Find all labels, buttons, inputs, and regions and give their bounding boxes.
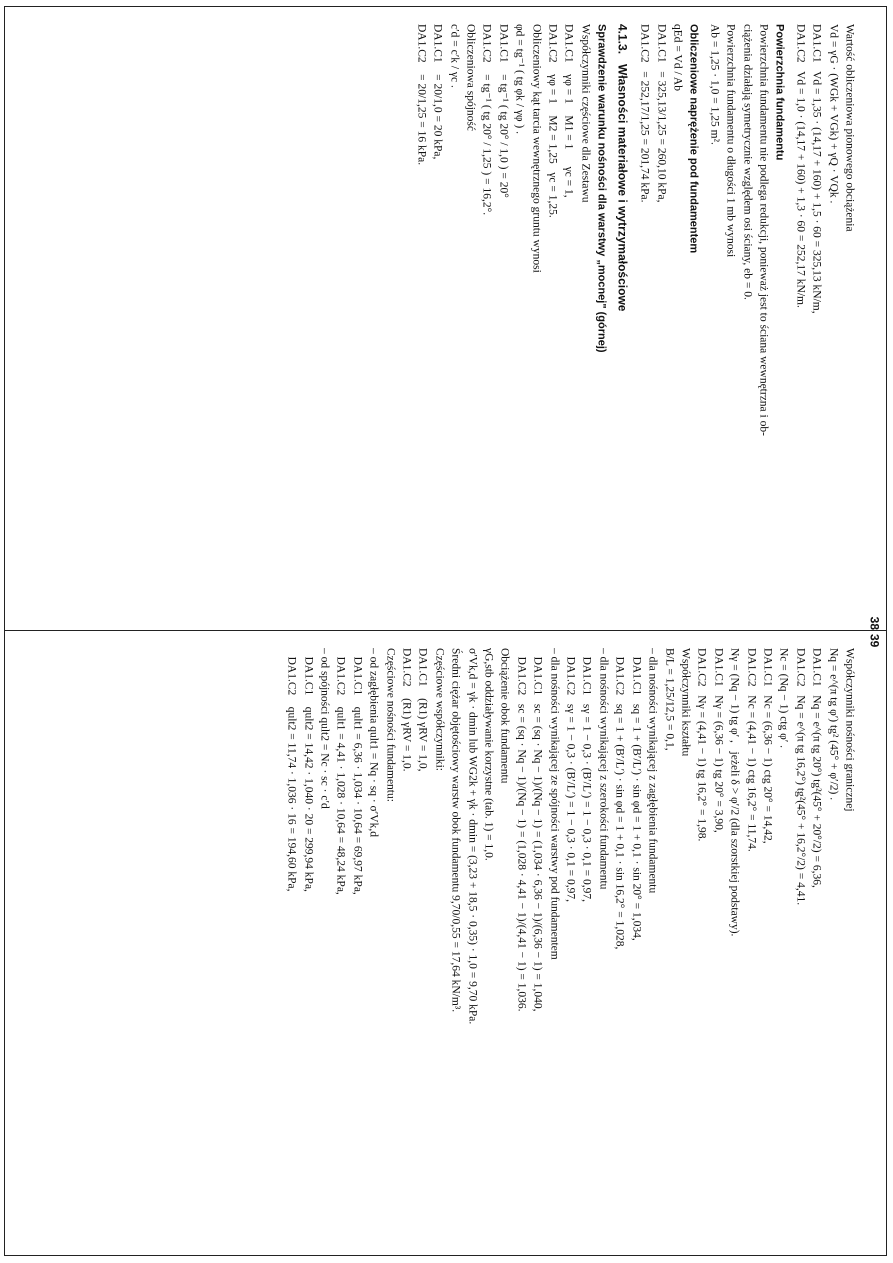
text-line: Częściowe współczynniki:	[433, 648, 446, 771]
formula-line: DA1.C2 Nq = e^(π tg 16,2°) tg²(45° + 16,2°/2) = 4,41.	[794, 648, 807, 906]
formula-line: DA1.C2 qult2 = 11,74 · 1,036 · 16 = 194,60 kPa,	[285, 648, 298, 892]
formula-line: DA1.C2 (R1) γRV = 1,0.	[400, 648, 413, 772]
section-heading: Powierzchnia fundamentu	[773, 24, 786, 161]
page-content	[283, 648, 857, 1240]
page-38	[5, 10, 888, 630]
formula-line: Nc = (Nq − 1) ctg φ′ .	[777, 648, 790, 749]
page-number: 39	[867, 634, 882, 648]
formula-line: c′d = c′k / γc .	[448, 24, 461, 88]
formula-line: DA1.C1 qult2 = 14,42 · 1,040 · 20 = 299,94 kPa,	[302, 648, 315, 892]
text-line: Częściowe nośności fundamentu:	[384, 648, 397, 802]
formula-line: DA1.C1 Nγ = (6,36 − 1) tg 20° = 3,90,	[712, 648, 725, 833]
formula-line: DA1.C2 Vd = 1,0 · (14,17 + 160) + 1,3 · 60 = 252,17 kN/m.	[794, 24, 807, 308]
formula-line: B/L = 1,25/12,5 = 0,1,	[663, 648, 676, 751]
formula-line: DA1.C1 = 325,13/1,25 = 260,10 kPa,	[655, 24, 668, 203]
text-line: – dla nośności wynikającej ze spójności warstwy pod fundamentem	[548, 648, 561, 960]
page-39	[5, 634, 888, 1254]
formula-line: Nq = e^(π tg φ′) tg² (45° + φ′/2) .	[827, 648, 840, 801]
formula-line: – od spójności qult2 = Nc · sc · c′d	[318, 648, 331, 809]
formula-line: Nγ = (Nq − 1) tg φ′ , jeżeli δ > φ′/2 (dla szorstkiej podstawy).	[728, 648, 741, 937]
formula-line: DA1.C2 = 20/1,25 = 16 kPa.	[415, 24, 428, 166]
formula-line: DA1.C2 γφ = 1 M2 = 1,25 γc = 1,25.	[546, 24, 559, 218]
formula-line: DA1.C2 Nγ = (4,41 − 1) tg 16,2° = 1,98.	[695, 648, 708, 842]
formula-line: DA1.C1 = tg⁻¹ ( tg 20° / 1,0 ) = 20°	[497, 24, 510, 198]
section-heading: Obliczeniowe naprężenie pod fundamentem	[687, 24, 700, 254]
formula-line: DA1.C1 sγ = 1 − 0,3 · (B′/L′) = 1 − 0,3 · 0,1 = 0,97,	[581, 648, 593, 903]
text-line: Wartość obliczeniowa pionowego obciążenia	[843, 24, 856, 232]
formula-line: DA1.C1 sc = (sq · Nq − 1)/(Nq − 1) = (1,034 · 6,36 − 1)/(6,36 − 1) = 1,040,	[531, 648, 544, 1012]
formula-line: DA1.C1 = 20/1,0 = 20 kPa,	[431, 24, 444, 160]
formula-line: – od zagłębienia qult1 = Nq · sq · σ′Vk,d	[367, 648, 380, 837]
section-heading: Sprawdzenie warunku nośności dla warstwy „mocnej" (górnej)	[595, 24, 608, 353]
formula-line: Vd = γG · (WGk + VGk) + γQ · VQk .	[827, 24, 840, 204]
chapter-heading: 4.1.3. Własności materiałowe i wytrzymałościowe	[615, 24, 630, 312]
formula-line: DA1.C2 Nc = (4,41 − 1) ctg 16,2° = 11,74.	[745, 648, 758, 852]
page-content	[413, 24, 858, 616]
text-line: ciążenia działają symetrycznie względem osi ściany, eb = 0.	[741, 24, 754, 300]
page-number: 38	[867, 616, 882, 630]
text-line: Obciążenie obok fundamentu	[498, 648, 511, 784]
text-line: Średni ciężar objętościowy warstw obok fundamentu 9,70/0,55 = 17,64 kN/m³.	[449, 648, 462, 1013]
text-line: Współczynniki kształtu	[679, 648, 692, 757]
text-line: Powierzchnia fundamentu nie podlega redukcji, ponieważ jest to ściana wewnętrzna i ob-	[757, 24, 770, 436]
page-divider	[4, 630, 887, 631]
formula-line: DA1.C2 = tg⁻¹ ( tg 20° / 1,25 ) = 16,2°.	[480, 24, 493, 216]
text-line: Obliczeniowa spójność	[464, 24, 477, 131]
text-line: Powierzchnia fundamentu o długości 1 mb wynosi	[724, 24, 737, 258]
text-line: – dla nośności wynikającej z szerokości fundamentu	[597, 648, 610, 890]
text-line: – dla nośności wynikającej z zagłębienia fundamentu	[646, 648, 659, 894]
text-line: Współczynniki częściowe dla Zestawu	[579, 24, 592, 203]
text-line: Współczynniki nośności granicznej	[843, 648, 856, 812]
formula-line: DA1.C1 Nc = (6,36 − 1) ctg 20° = 14,42,	[761, 648, 774, 844]
formula-line: DA1.C1 γφ = 1 M1 = 1 γc = 1,	[563, 24, 575, 198]
formula-line: DA1.C2 sc = (sq · Nq − 1)/(Nq − 1) = (1,028 · 4,41 − 1)/(4,41 − 1) = 1,036.	[515, 648, 528, 1012]
formula-line: DA1.C2 sγ = 1 − 0,3 · (B′/L′) = 1 − 0,3 · 0,1 = 0,97,	[564, 648, 577, 903]
formula-line: DA1.C1 qult1 = 6,36 · 1,034 · 10,64 = 69,97 kPa,	[351, 648, 364, 895]
formula-line: γG,stb oddziaływanie korzystne (tab. 1) = 1,0.	[482, 648, 495, 861]
formula-line: Ab = 1,25 · 1,0 = 1,25 m².	[708, 24, 721, 145]
formula-line: DA1.C1 (R1) γRV = 1,0,	[416, 648, 429, 772]
formula-line: qEd = Vd / Ab	[671, 24, 684, 91]
formula-line: φd = tg⁻¹ ( tg φk / γφ ) .	[513, 24, 526, 134]
formula-line: DA1.C1 Nq = e^(π tg 20°) tg²(45° + 20°/2) = 6,36,	[810, 648, 823, 888]
formula-line: σ′Vk,d = γk · dmin lub WG2k + γk · dmin = (3,23 + 18,5 · 0,35) · 1,0 = 9,70 kPa.	[466, 648, 479, 1025]
formula-line: DA1.C2 sq = 1 + (B′/L′) · sin φd = 1 + 0,1 · sin 16,2° = 1,028,	[613, 648, 626, 950]
formula-line: DA1.C2 qult1 = 4,41 · 1,028 · 10,64 = 48,24 kPa,	[334, 648, 347, 895]
formula-line: DA1.C1 sq = 1 + (B′/L′) · sin φd = 1 + 0,1 · sin 20° = 1,034,	[630, 648, 643, 941]
text-line: Obliczeniowy kąt tarcia wewnętrznego gruntu wynosi	[530, 24, 543, 273]
formula-line: DA1.C1 Vd = 1,35 · (14,17 + 160) + 1,5 · 60 = 325,13 kN/m,	[810, 24, 823, 314]
formula-line: DA1.C2 = 252,17/1,25 = 201,74 kPa.	[638, 24, 651, 203]
